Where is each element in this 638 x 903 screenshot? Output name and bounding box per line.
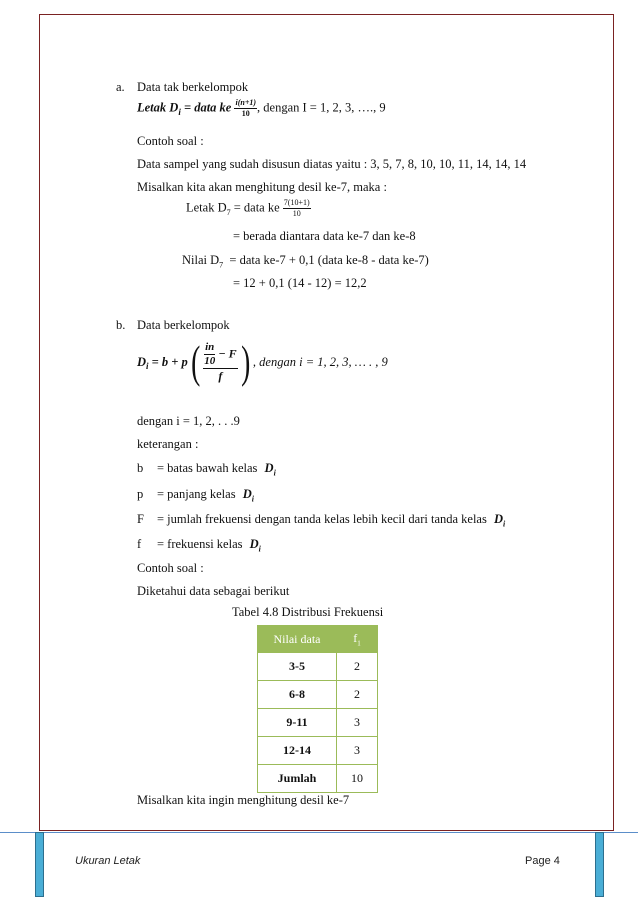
table-row: 12-14 3 <box>258 737 378 765</box>
table-row: 6-8 2 <box>258 681 378 709</box>
page-number: Page 4 <box>525 855 560 867</box>
nilai-d7: Nilai $D_7$ = data ke-7 + 0,1 (data ke-8 - data ke-7) <box>182 253 429 270</box>
keterangan: keterangan : <box>137 437 199 451</box>
def-p: p = panjang kelas $D_i$ <box>137 487 254 504</box>
frequency-table <box>257 625 378 793</box>
def-b: b = batas bawah kelas $D_i$ <box>137 461 276 478</box>
misal-b: Misalkan kita ingin menghitung desil ke-7 <box>137 793 350 807</box>
table-row: 3-5 2 <box>258 653 378 681</box>
table-row: 9-11 3 <box>258 709 378 737</box>
section-b-title: Data berkelompok <box>137 318 230 332</box>
table-caption: Tabel 4.8 Distribusi Frekuensi <box>232 605 384 619</box>
def-F: F = jumlah frekuensi dengan tanda kelas lebih kecil dari tanda kelas $D_i$ <box>137 512 506 529</box>
header-nilai-data: Nilai data <box>258 626 337 653</box>
table-total-row: Jumlah 10 <box>258 765 378 793</box>
formula-letak: Letak $D_i$ = data ke $\frac{i(n+1)}{10}$ , dengan I = 1, 2, 3, …., 9 <box>137 98 386 118</box>
misal-a: Misalkan kita akan menghitung desil ke-7, maka : <box>137 180 387 194</box>
letak-d7: Letak $D_7$ = data ke $\frac{7(10+1)}{10}$ <box>186 198 310 218</box>
section-a-label: a. <box>116 80 125 94</box>
formula-outer-fraction: $\frac{in}{10}$ − F f <box>204 341 237 383</box>
letak-d7-fraction: $\frac{7(10+1)}{10}$ <box>283 198 310 218</box>
diketahui-line: Diketahui data sebagai berikut <box>137 584 290 598</box>
def-f: f = frekuensi kelas $D_i$ <box>137 537 261 554</box>
footer-bar-right <box>595 832 604 897</box>
formula-letak-fraction: $\frac{i(n+1)}{10}$ <box>235 98 257 118</box>
result-line: = 12 + 0,1 (14 - 12) = 12,2 <box>233 276 367 290</box>
data-sample-line: Data sampel yang sudah disusun diatas yaitu : 3, 5, 7, 8, 10, 10, 11, 14, 14, 14 <box>137 157 527 171</box>
header-fi: $f_1$ <box>337 626 378 653</box>
berada-line: = berada diantara data ke-7 dan ke-8 <box>233 229 416 243</box>
section-a-title: Data tak berkelompok <box>137 80 249 94</box>
contoh-soal-a: Contoh soal : <box>137 134 204 148</box>
footer-title: Ukuran Letak <box>75 855 141 867</box>
section-b-label: b. <box>116 318 126 332</box>
dengan-line: dengan i = 1, 2, . . .9 <box>137 414 240 428</box>
footer-bar-left <box>35 832 44 897</box>
formula-desil-grouped: D $_i$ = b + p ( $\frac{in}{10}$ − F f ) , dengan i = 1, 2, 3, … . , 9 <box>137 336 388 387</box>
contoh-soal-b: Contoh soal : <box>137 561 204 575</box>
footer-line <box>0 832 638 833</box>
table-header-row <box>258 626 378 653</box>
